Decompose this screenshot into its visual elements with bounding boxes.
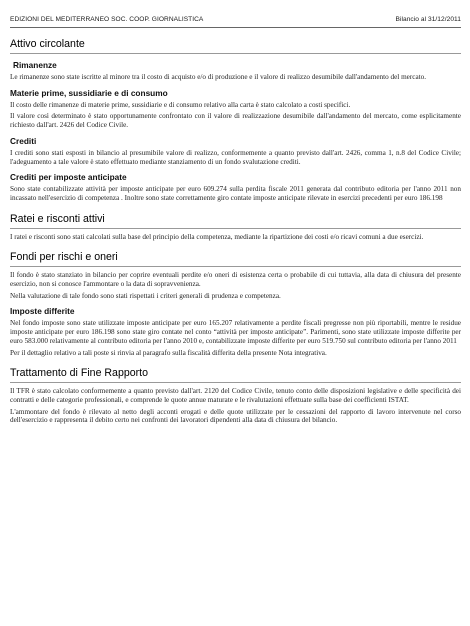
- header-divider: [10, 27, 461, 28]
- report-date: Bilancio al 31/12/2011: [395, 16, 461, 23]
- paragraph: Nella valutazione di tale fondo sono stati rispettati i criteri generali di prudenza e competenza.: [10, 291, 281, 300]
- paragraph: Le rimanenze sono state iscritte al minore tra il costo di acquisto e/o di produzione e il valore di realizzo desumibile dall'andamento del mercato.: [10, 73, 427, 81]
- subsection-title-crediti: Crediti: [10, 135, 37, 146]
- section-tfr: [10, 363, 461, 425]
- company-name: EDIZIONI DEL MEDITERRANEO SOC. COOP. GIORNALISTICA: [10, 16, 204, 23]
- subsection-title-imposte-differite: Imposte differite: [10, 306, 75, 317]
- paragraph: I ratei e risconti sono stati calcolati sulla base del principio della competenza, mediante la ripartizione dei costi e/o ricavi comuni a due esercizi.: [10, 232, 424, 241]
- section-divider: [10, 266, 461, 267]
- section-divider: [10, 382, 461, 383]
- paragraph: I crediti sono stati esposti in bilancio al presumibile valore di realizzo, conformemente a quanto previsto dall'art. 2426, comma 1, n.8 del Codice Civile; l'adeguamento a tale valore è stato effettuato mediante stanziamento di un fondo svalutazione crediti.: [10, 148, 461, 166]
- paragraph: Il costo delle rimanenze di materie prime, sussidiarie e di consumo relativo alla carta è stato calcolato a costi specifici.: [10, 100, 351, 109]
- paragraph: Nel fondo imposte sono state utilizzate imposte anticipate per euro 165.207 relativamente a perdite fiscali pregresse non più riportabili, mentre le residue imposte anticipate per euro 186.198 sono state giro contate nel conto “attività per imposte anticipate”. Parimenti, sono state utilizzate imposte differite per euro 583.000 relativamente al contributo editoria per l'anno 2010 e, contabilizzate imposte differite per euro 519.750 sul contributo editoria per l'anno 2011: [10, 319, 461, 345]
- section-title: Fondi per rischi e oneri: [10, 251, 118, 264]
- section-title: Attivo circolante: [10, 38, 85, 50]
- section-attivo-circolante: [10, 34, 461, 203]
- section-title: Trattamento di Fine Rapporto: [10, 367, 148, 380]
- section-divider: [10, 228, 461, 229]
- paragraph: Il TFR è stato calcolato conformemente a quanto previsto dall'art. 2120 del Codice Civile, tenuto conto delle disposizioni legislative e delle specificità dei contratti e delle categorie professionali, e comprende le quote annue maturate e le rivalutazioni effettuate sulla base dei coefficienti ISTAT.: [10, 387, 461, 404]
- running-header: [10, 0, 461, 23]
- paragraph: Per il dettaglio relativo a tali poste si rinvia al paragrafo sulla fiscalità differita della presente Nota integrativa.: [10, 348, 327, 357]
- section-ratei-risconti: [10, 209, 461, 242]
- section-title: Ratei e risconti attivi: [10, 212, 105, 225]
- paragraph: Il fondo è stato stanziato in bilancio per coprire eventuali perdite e/o oneri di esistenza certa o probabile di cui tuttavia, alla data di chiusura del presente esercizio, non si conosce l'ammontare o la data di sopravvenienza.: [10, 271, 461, 289]
- paragraph: Sono state contabilizzate attività per imposte anticipate per euro 609.274 sulla perdita fiscale 2011 generata dal contributo editoria per l'anno 2011 non incassato nell'esercizio di competenza . Inoltre sono state correttamente giro contate imposte anticipate rilevate in esercizi precedenti per euro 186.198: [10, 185, 461, 202]
- subsection-title-materie: Materie prime, sussidiarie e di consumo: [10, 87, 168, 98]
- paragraph: Il valore così determinato è stato opportunamente confrontato con il valore di realizzazione desumibile dall'andamento del mercato, come esplicitamente richiesto dall'art. 2426 del Codice Civile.: [10, 112, 461, 130]
- section-divider: [10, 53, 461, 54]
- subsection-title-rimanenze: Rimanenze: [13, 60, 57, 70]
- paragraph: L'ammontare del fondo è rilevato al netto degli acconti erogati e delle quote utilizzate per le cessazioni del rapporto di lavoro intervenute nel corso dell'esercizio e rappresenta il debito certo nei confronti dei lavoratori dipendenti alla data di chiusura del bilancio.: [10, 407, 461, 425]
- section-fondi-rischi-oneri: [10, 247, 461, 357]
- subsection-title-imposte-anticipate: Crediti per imposte anticipate: [10, 172, 127, 183]
